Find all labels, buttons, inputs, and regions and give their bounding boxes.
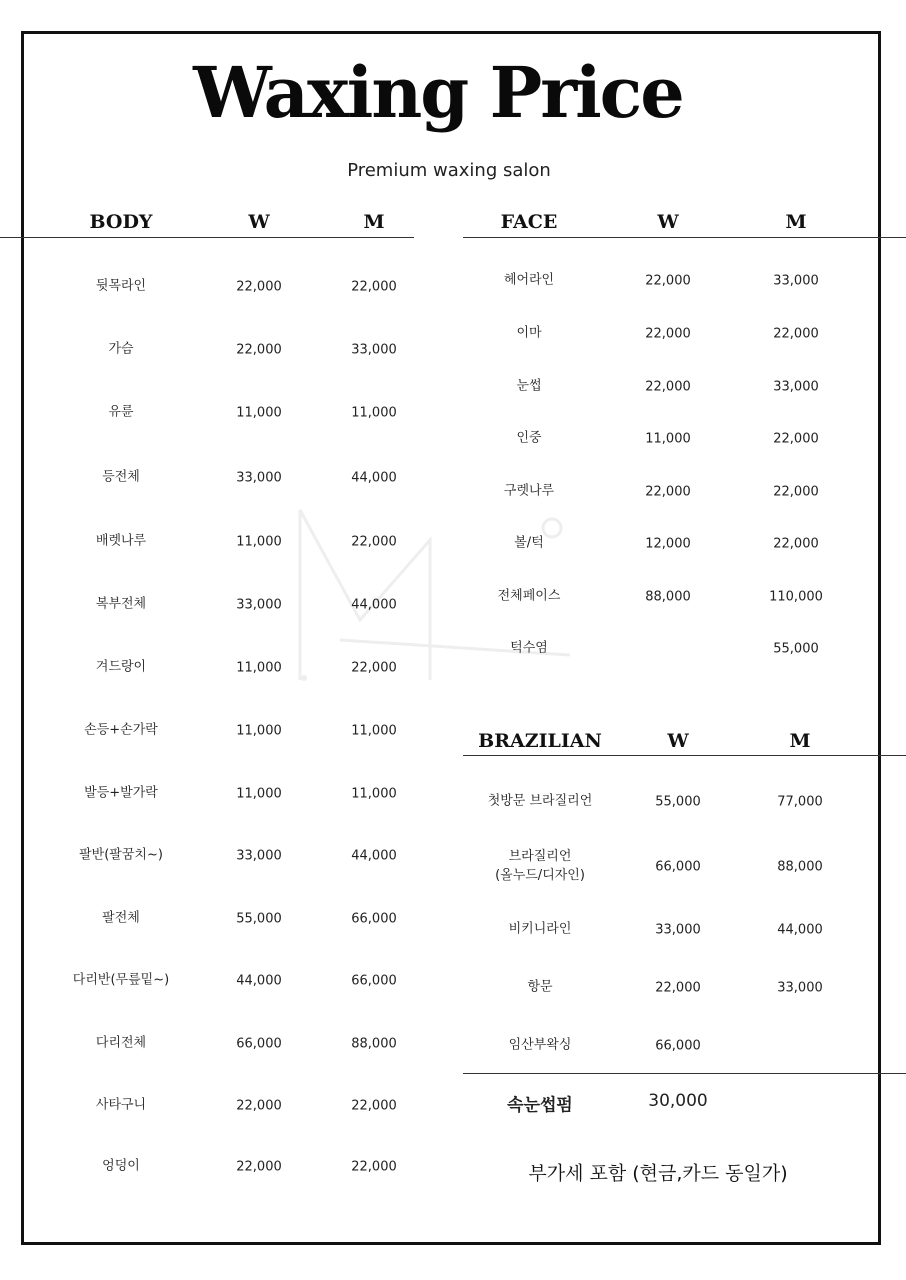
face-item-name: 인중 (516, 430, 542, 446)
brazilian-item-name-detail: (올누드/디자인) (495, 868, 585, 883)
brazilian-item-w-price: 33,000 (655, 922, 701, 938)
brazilian-item-name-block (495, 848, 585, 886)
body-item-w-price: 33,000 (236, 848, 282, 864)
body-item-w-price: 22,000 (236, 1098, 282, 1114)
body-item-name: 배렛나루 (95, 533, 147, 549)
body-header-rule (0, 237, 414, 238)
page-title: Waxing Price (193, 51, 683, 134)
face-item-m-price: 33,000 (773, 379, 819, 395)
face-item-w-price: 22,000 (645, 484, 691, 500)
brazilian-item-name: 비키니라인 (508, 921, 572, 937)
brazilian-item-w-price: 66,000 (655, 859, 701, 875)
face-item-w-price: 22,000 (645, 326, 691, 342)
body-item-m-price: 33,000 (351, 342, 397, 358)
body-item-name: 다리전체 (95, 1035, 147, 1051)
body-item-name: 손등+손가락 (84, 722, 158, 738)
face-item-name: 전체페이스 (497, 588, 561, 604)
body-item-m-price: 44,000 (351, 470, 397, 486)
body-item-m-price: 11,000 (351, 723, 397, 739)
brazilian-item-m-price: 77,000 (777, 794, 823, 810)
face-header-rule (463, 237, 906, 238)
face-item-w-price: 88,000 (645, 589, 691, 605)
body-item-w-price: 33,000 (236, 470, 282, 486)
body-item-name: 엉덩이 (102, 1158, 140, 1174)
body-item-m-price: 66,000 (351, 973, 397, 989)
body-item-w-price: 22,000 (236, 279, 282, 295)
face-item-name: 이마 (516, 325, 542, 341)
brazilian-item-name: 임산부왁싱 (508, 1037, 572, 1053)
body-item-m-price: 11,000 (351, 786, 397, 802)
face-item-name: 구렛나루 (503, 483, 555, 499)
body-item-name: 유륜 (108, 404, 134, 420)
body-item-w-price: 55,000 (236, 911, 282, 927)
face-item-name: 눈썹 (516, 378, 542, 394)
brazilian-item-m-price: 44,000 (777, 922, 823, 938)
brazilian-w-heading: W (667, 730, 689, 752)
face-m-heading: M (785, 211, 807, 233)
face-item-m-price: 22,000 (773, 536, 819, 552)
body-item-name: 사타구니 (95, 1097, 147, 1113)
body-item-w-price: 44,000 (236, 973, 282, 989)
body-item-name: 겨드랑이 (95, 659, 147, 675)
body-item-w-price: 22,000 (236, 1159, 282, 1175)
brazilian-m-heading: M (789, 730, 811, 752)
brazilian-item-w-price: 55,000 (655, 794, 701, 810)
body-item-name: 팔전체 (102, 910, 140, 926)
body-item-m-price: 44,000 (351, 848, 397, 864)
body-item-m-price: 66,000 (351, 911, 397, 927)
body-item-name: 복부전체 (95, 596, 147, 612)
body-item-name: 다리반(무릎밑~) (72, 972, 170, 988)
eyelash-perm-name: 속눈썹펌 (507, 1095, 573, 1116)
face-item-w-price: 12,000 (645, 536, 691, 552)
body-item-m-price: 22,000 (351, 1098, 397, 1114)
body-item-m-price: 22,000 (351, 660, 397, 676)
page-subtitle: Premium waxing salon (347, 160, 551, 181)
body-item-w-price: 66,000 (236, 1036, 282, 1052)
face-item-m-price: 33,000 (773, 273, 819, 289)
brazilian-item-m-price: 88,000 (777, 859, 823, 875)
brazilian-item-name: 브라질리언 (508, 849, 572, 865)
body-item-m-price: 22,000 (351, 279, 397, 295)
face-item-m-price: 55,000 (773, 641, 819, 657)
body-item-m-price: 88,000 (351, 1036, 397, 1052)
brazilian-item-name: 첫방문 브라질리언 (487, 793, 593, 809)
body-m-heading: M (363, 211, 385, 233)
face-item-name: 볼/턱 (514, 535, 544, 551)
body-item-name: 뒷목라인 (95, 278, 147, 294)
brazilian-footer-rule (463, 1073, 906, 1074)
body-item-name: 발등+발가락 (84, 785, 158, 801)
brazilian-item-w-price: 66,000 (655, 1038, 701, 1054)
body-item-w-price: 33,000 (236, 597, 282, 613)
brazilian-item-name: 항문 (527, 979, 553, 995)
face-item-name: 헤어라인 (503, 272, 555, 288)
body-item-w-price: 22,000 (236, 342, 282, 358)
body-item-w-price: 11,000 (236, 786, 282, 802)
body-item-m-price: 11,000 (351, 405, 397, 421)
brazilian-item-m-price: 33,000 (777, 980, 823, 996)
face-item-m-price: 22,000 (773, 484, 819, 500)
face-item-m-price: 110,000 (769, 589, 823, 605)
body-item-name: 팔반(팔꿈치~) (79, 847, 163, 863)
body-item-m-price: 22,000 (351, 1159, 397, 1175)
body-w-heading: W (248, 211, 270, 233)
body-item-name: 가슴 (108, 341, 134, 357)
body-item-w-price: 11,000 (236, 660, 282, 676)
body-item-m-price: 44,000 (351, 597, 397, 613)
body-item-w-price: 11,000 (236, 723, 282, 739)
face-item-w-price: 11,000 (645, 431, 691, 447)
body-section-heading: BODY (89, 211, 153, 233)
eyelash-perm-price: 30,000 (648, 1091, 708, 1111)
face-item-m-price: 22,000 (773, 326, 819, 342)
brazilian-item-w-price: 22,000 (655, 980, 701, 996)
body-item-w-price: 11,000 (236, 405, 282, 421)
body-item-w-price: 11,000 (236, 534, 282, 550)
face-item-m-price: 22,000 (773, 431, 819, 447)
face-w-heading: W (657, 211, 679, 233)
vat-included-note: 부가세 포함 (현금,카드 동일가) (528, 1162, 788, 1185)
brazilian-section-heading: BRAZILIAN (478, 730, 602, 752)
brazilian-header-rule (463, 755, 906, 756)
face-item-w-price: 22,000 (645, 273, 691, 289)
face-item-name: 턱수염 (510, 640, 548, 656)
face-section-heading: FACE (500, 211, 558, 233)
face-item-w-price: 22,000 (645, 379, 691, 395)
body-item-name: 등전체 (102, 469, 140, 485)
body-item-m-price: 22,000 (351, 534, 397, 550)
